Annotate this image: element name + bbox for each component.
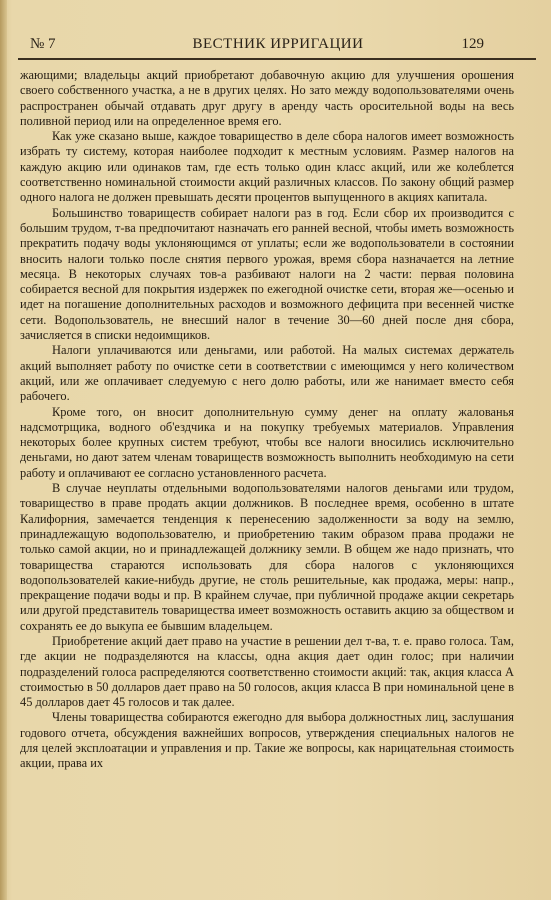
paragraph: Налоги уплачиваются или деньгами, или работой. На малых системах держатель акций выполняет работу по очистке сети в соответствии с имеющимся у него количеством акций, или же оплачивает следуемую с него долю работы, или же нанимает вместо себя рабочего. [20, 343, 514, 404]
binding-edge [0, 0, 7, 900]
paragraph: жающими; владельцы акций приобретают добавочную акцию для улучшения орошения своего собственного участка, а не в других целях. Но зато между водопользователями очень распространен обычай отдавать друг другу в аренду часть оросительной воды на весь поливной период или на определенное время его. [20, 68, 514, 128]
running-header [18, 34, 538, 56]
issue-number: № 7 [30, 36, 56, 52]
article-body [20, 68, 514, 772]
paragraph: В случае неуплаты отдельными водопользователями налогов деньгами или трудом, товарищество в праве продать акции должников. В последнее время, особенно в штате Калифорния, замечается тенденция к перенесению задолженности за воду на землю, принадлежащую водопользователю, и приобретению таким образом права продажи не только самой акции, но и принадлежащей должнику земли. В общем же надо признать, что товарищества стараются использовать для сбора налогов с уклоняющихся водопользователей какие-нибудь другие, не столь решительные, как продажа, меры: напр., прекращение подачи воды и пр. В крайнем случае, при публичной продаже акции секретарь или другой представитель товарищества имеет возможность оставить акцию за обществом и сохранять ее до выкупа ее бывшим владельцем. [20, 481, 514, 633]
paragraph: Приобретение акций дает право на участие в решении дел т-ва, т. е. право голоса. Там, где акции не подразделяются на классы, одна акция дает один голос; при наличии подразделений голоса распределяются соответственно стоимости акций: так, акция класса А стоимостью в 50 долларов дает право на 50 голосов, акция класса В при номинальной цене в 45 долларов дает 45 голосов и так далее. [20, 633, 514, 710]
paragraph: Большинство товариществ собирает налоги раз в год. Если сбор их производится с большим трудом, т-ва предпочитают назначать его ранней весной, чтобы иметь возможность прекратить подачу воды уклоняющимся от уплаты; если же водопользователи в состоянии вносить налоги только после снятия первого урожая, время сбора назначается на летние месяца. В некоторых случаях тов-а разбивают налоги на 2 части: первая половина собирается весной для покрытия издержек по ежегодной очистке сети, вторая же—осенью и идет на погашение дополнительных расходов и возможного дефицита при весенней чистке сети. Водопользователь, не внесший налог в течение 30—60 дней после дня сбора, зачисляется в списки недоимщиков. [20, 205, 514, 343]
header-rule [18, 58, 536, 60]
paragraph: Как уже сказано выше, каждое товарищество в деле сбора налогов имеет возможность избрать ту систему, которая наиболее подходит к местным условиям. Размер налогов на каждую акцию или одинаков там, где есть только один класс акций, или же колеблется соответственно номинальной стоимости акций различных классов. По закону общий размер одного налога не должен превышать десяти процентов выпущенного в акциях капитала. [20, 129, 514, 205]
page-number: 129 [461, 36, 484, 52]
paragraph: Члены товарищества собираются ежегодно для выбора должностных лиц, заслушания годового отчета, обсуждения важнейших вопросов, утверждения специальных налогов не для целей эксплоатации и управления и пр. Такие же вопросы, как нарицательная стоимость акции, права их [20, 710, 514, 771]
paragraph: Кроме того, он вносит дополнительную сумму денег на оплату жалованья надсмотрщика, водного об'ездчика и на покупку требуемых материалов. Управления некоторых более крупных систем требуют, чтобы все налоги вносились исключительно деньгами, но дают затем членам товариществ возможность выполнить необходимую на сети работу и оплачивают ее согласно установленного расчета. [20, 404, 514, 480]
journal-title: ВЕСТНИК ИРРИГАЦИИ [192, 36, 364, 52]
